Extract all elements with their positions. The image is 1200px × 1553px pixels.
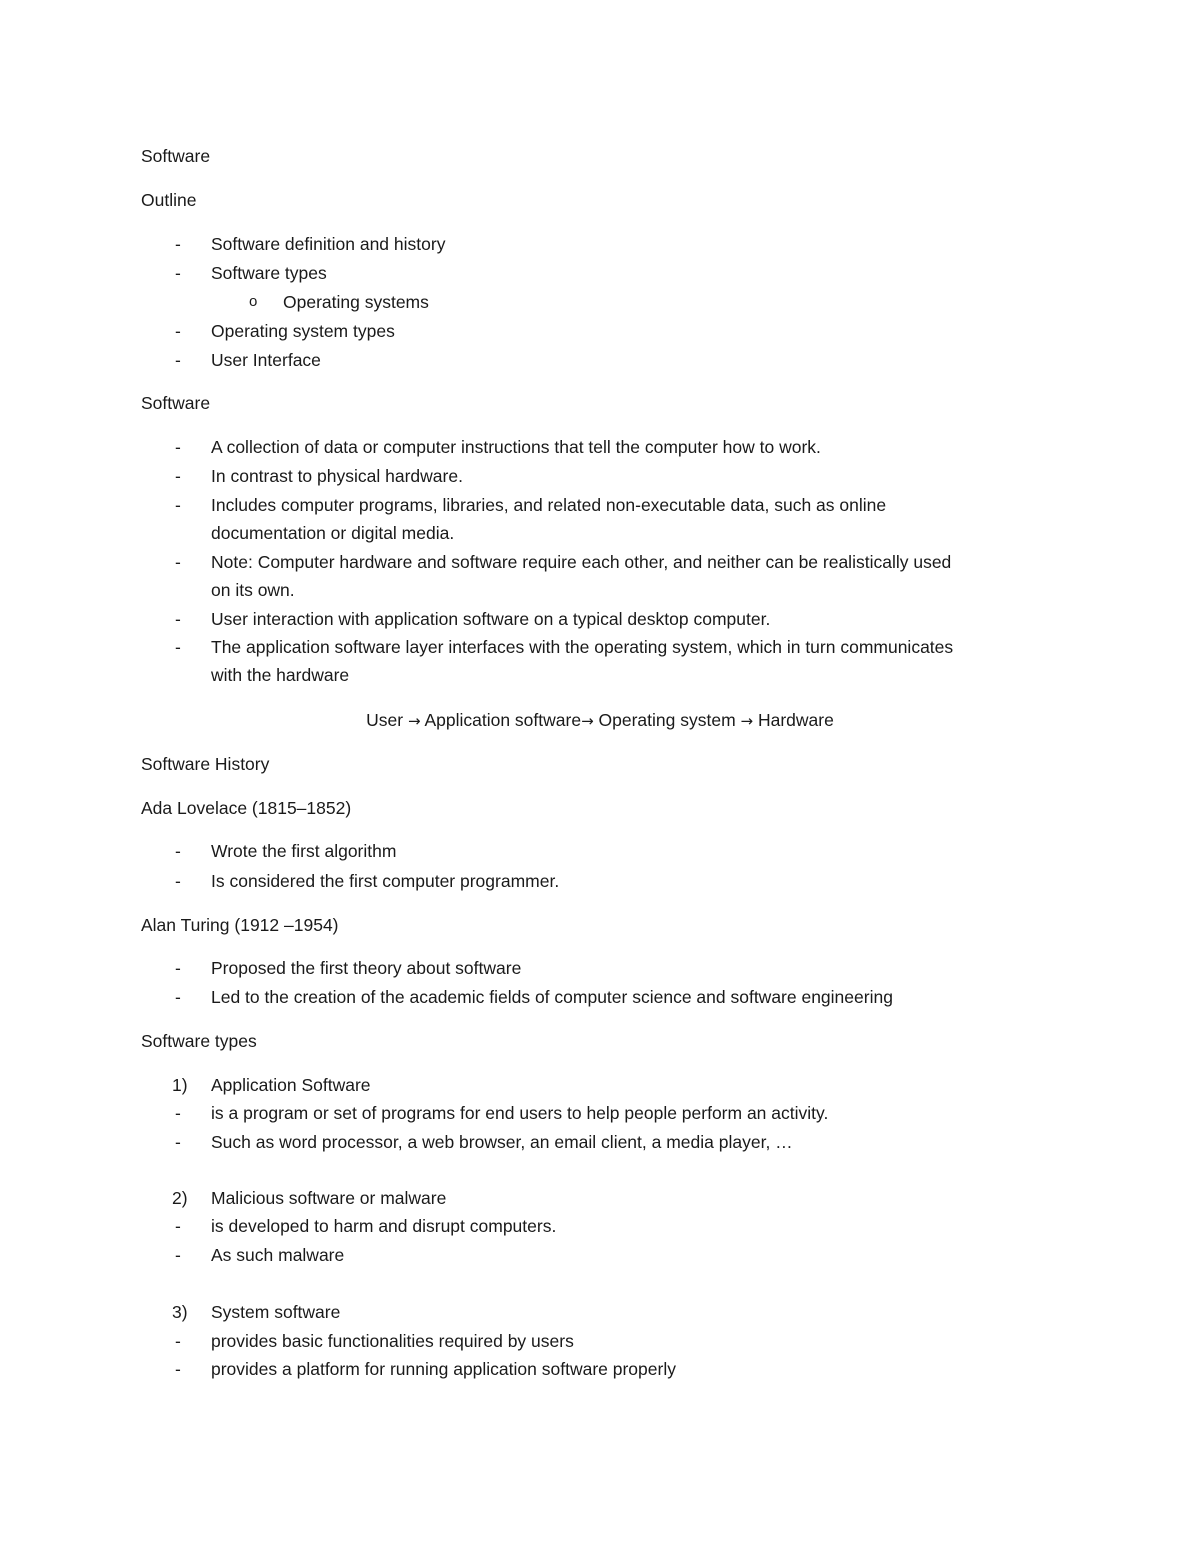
flow-application-software: Application software (424, 710, 582, 730)
ada-item: Is considered the first computer programmer. (211, 871, 560, 891)
outline-subitem: Operating systems (283, 292, 429, 312)
bullet-dash: - (175, 1245, 181, 1265)
alan-turing-heading: Alan Turing (1912 –1954) (141, 915, 339, 935)
type-item: provides basic functionalities required by users (211, 1331, 574, 1351)
bullet-dash: - (175, 987, 181, 1007)
outline-item: Software types (211, 263, 327, 283)
software-item-continued: on its own. (211, 580, 295, 600)
software-item-continued: documentation or digital media. (211, 523, 455, 543)
ada-item: Wrote the first algorithm (211, 841, 397, 861)
bullet-dash: - (175, 841, 181, 861)
document-title: Software (141, 146, 211, 166)
software-types-heading: Software types (141, 1031, 257, 1051)
flow-operating-system: Operating system (598, 710, 736, 730)
arrow-right-icon: → (407, 712, 421, 730)
software-heading: Software (141, 393, 211, 413)
bullet-dash: - (175, 350, 181, 370)
bullet-dash: - (175, 1103, 181, 1123)
software-item: User interaction with application software on a typical desktop computer. (211, 609, 771, 629)
software-layer-flow (0, 708, 1200, 733)
ada-lovelace-heading: Ada Lovelace (1815–1852) (141, 798, 352, 818)
bullet-dash: - (175, 263, 181, 283)
type-item: As such malware (211, 1245, 345, 1265)
software-item: Note: Computer hardware and software require each other, and neither can be realistically used (211, 552, 952, 572)
type-title: Malicious software or malware (211, 1188, 447, 1208)
arrow-right-icon: → (740, 712, 754, 730)
flow-hardware: Hardware (757, 710, 834, 730)
bullet-dash: - (175, 437, 181, 457)
type-item: provides a platform for running application software properly (211, 1359, 676, 1379)
type-number: 3) (172, 1302, 188, 1322)
bullet-circle: o (249, 293, 258, 310)
bullet-dash: - (175, 1216, 181, 1236)
bullet-dash: - (175, 609, 181, 629)
bullet-dash: - (175, 321, 181, 341)
bullet-dash: - (175, 495, 181, 515)
type-item: Such as word processor, a web browser, an email client, a media player, … (211, 1132, 793, 1152)
outline-item: Operating system types (211, 321, 395, 341)
type-title: Application Software (211, 1075, 371, 1095)
type-number: 2) (172, 1188, 188, 1208)
bullet-dash: - (175, 1359, 181, 1379)
arrow-right-icon: → (581, 712, 594, 730)
type-item: is developed to harm and disrupt computers. (211, 1216, 557, 1236)
bullet-dash: - (175, 637, 181, 657)
bullet-dash: - (175, 871, 181, 891)
alan-item: Led to the creation of the academic fields of computer science and software engineering (211, 987, 893, 1007)
outline-item: Software definition and history (211, 234, 446, 254)
bullet-dash: - (175, 466, 181, 486)
bullet-dash: - (175, 958, 181, 978)
alan-item: Proposed the first theory about software (211, 958, 522, 978)
bullet-dash: - (175, 234, 181, 254)
outline-heading: Outline (141, 190, 197, 210)
flow-user: User (366, 710, 404, 730)
software-item: In contrast to physical hardware. (211, 466, 463, 486)
type-title: System software (211, 1302, 341, 1322)
outline-item: User Interface (211, 350, 321, 370)
software-item-continued: with the hardware (211, 665, 350, 685)
type-item: is a program or set of programs for end users to help people perform an activity. (211, 1103, 829, 1123)
type-number: 1) (172, 1075, 188, 1095)
bullet-dash: - (175, 1132, 181, 1152)
bullet-dash: - (175, 552, 181, 572)
bullet-dash: - (175, 1331, 181, 1351)
software-item: The application software layer interfaces with the operating system, which in turn communicates (211, 637, 954, 657)
history-heading: Software History (141, 754, 270, 774)
software-item: A collection of data or computer instructions that tell the computer how to work. (211, 437, 821, 457)
software-item: Includes computer programs, libraries, and related non-executable data, such as online (211, 495, 887, 515)
